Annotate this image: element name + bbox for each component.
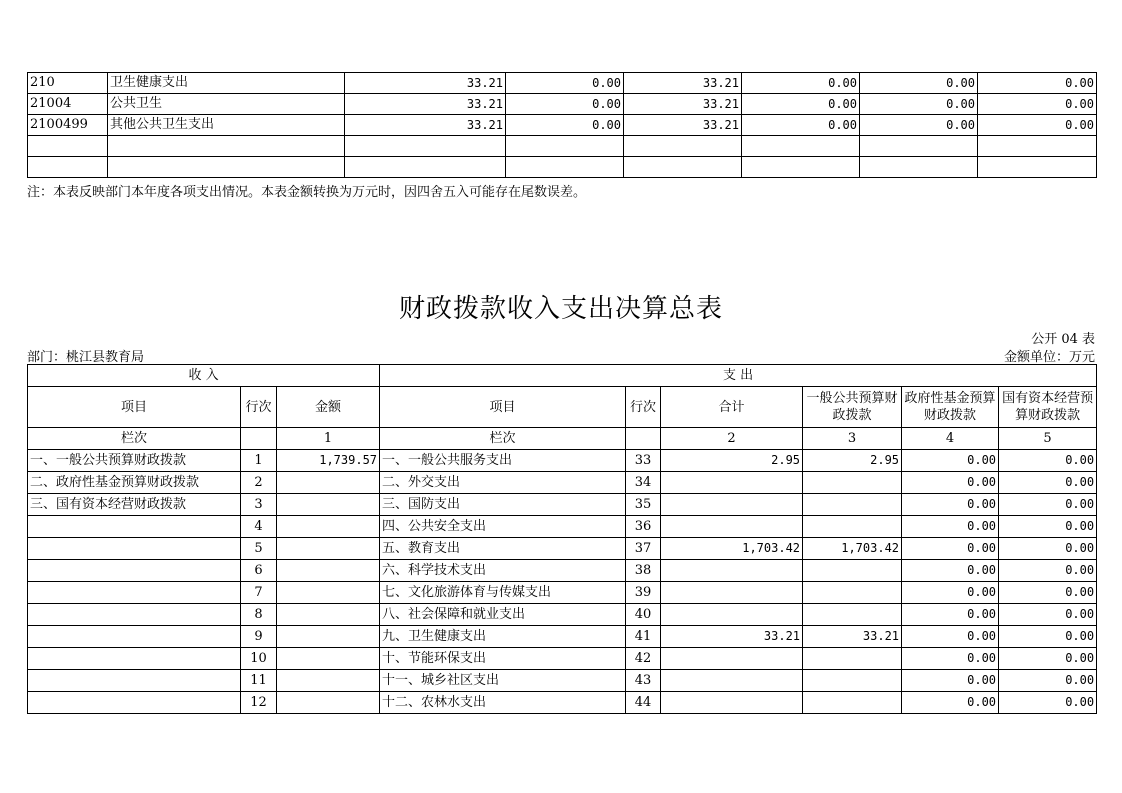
col-row-no: 行次 [241,387,277,428]
expense-item: 一、一般公共服务支出 [380,450,626,472]
account-name: 其他公共卫生支出 [108,115,345,136]
income-item: 二、政府性基金预算财政拨款 [28,472,241,494]
expense-total [661,494,803,516]
cell-value: 0.00 [978,115,1097,136]
col-index: 3 [803,428,902,450]
empty-row [28,136,1097,157]
expense-total [661,648,803,670]
state-capital-amount: 0.00 [999,648,1097,670]
header-row-columns [28,387,1097,428]
table-row [28,472,1097,494]
income-row-no: 10 [241,648,277,670]
income-amount [277,472,380,494]
col-index: 4 [902,428,999,450]
cell-value: 0.00 [978,94,1097,115]
gov-fund-amount: 0.00 [902,670,999,692]
cell-value: 33.21 [624,94,742,115]
account-name: 卫生健康支出 [108,73,345,94]
cell-value: 0.00 [860,73,978,94]
table-row [28,73,1097,94]
state-capital-amount: 0.00 [999,604,1097,626]
col-total: 合计 [661,387,803,428]
expense-row-no: 42 [626,648,661,670]
gov-fund-amount: 0.00 [902,560,999,582]
expense-total: 33.21 [661,626,803,648]
cell-value: 0.00 [742,94,860,115]
expense-row-no: 40 [626,604,661,626]
department-label: 部门：桃江县教育局 [27,350,145,365]
general-budget-amount: 1,703.42 [803,538,902,560]
state-capital-amount: 0.00 [999,692,1097,714]
gov-fund-amount: 0.00 [902,516,999,538]
income-amount [277,670,380,692]
account-code: 21004 [28,94,108,115]
income-item [28,560,241,582]
state-capital-amount: 0.00 [999,494,1097,516]
expense-item: 八、社会保障和就业支出 [380,604,626,626]
expense-total [661,604,803,626]
table-row [28,560,1097,582]
state-capital-amount: 0.00 [999,626,1097,648]
cell-value: 33.21 [345,115,506,136]
expense-item: 六、科学技术支出 [380,560,626,582]
col-item: 项目 [28,387,241,428]
expense-total: 2.95 [661,450,803,472]
expense-item: 三、国防支出 [380,494,626,516]
cell-value: 0.00 [742,115,860,136]
cell-value: 33.21 [345,94,506,115]
income-amount [277,582,380,604]
col-index: 5 [999,428,1097,450]
income-amount [277,604,380,626]
expense-row-no: 35 [626,494,661,516]
income-amount [277,692,380,714]
income-amount [277,560,380,582]
income-row-no: 5 [241,538,277,560]
col-state-capital: 国有资本经营预算财政拨款 [999,387,1097,428]
expense-total [661,582,803,604]
table-row [28,450,1097,472]
cell-value: 0.00 [742,73,860,94]
general-budget-amount [803,494,902,516]
general-budget-amount: 33.21 [803,626,902,648]
cell-value: 0.00 [506,94,624,115]
state-capital-amount: 0.00 [999,450,1097,472]
income-amount [277,516,380,538]
income-row-no: 3 [241,494,277,516]
cell-value: 33.21 [624,73,742,94]
income-item [28,670,241,692]
expense-total [661,472,803,494]
general-budget-amount [803,516,902,538]
table-row [28,115,1097,136]
general-budget-amount [803,582,902,604]
expense-row-no: 33 [626,450,661,472]
general-budget-amount [803,560,902,582]
col-index: 1 [277,428,380,450]
expense-item: 十、节能环保支出 [380,648,626,670]
expense-item: 十一、城乡社区支出 [380,670,626,692]
expense-row-no: 43 [626,670,661,692]
expense-header: 支 出 [380,365,1097,387]
expense-total [661,516,803,538]
col-index-label: 栏次 [28,428,241,450]
expense-item: 七、文化旅游体育与传媒支出 [380,582,626,604]
gov-fund-amount: 0.00 [902,472,999,494]
unit-label: 金额单位：万元 [1003,350,1095,365]
expense-item: 五、教育支出 [380,538,626,560]
expense-total [661,670,803,692]
income-item [28,648,241,670]
expense-row-no: 36 [626,516,661,538]
col-general-budget: 一般公共预算财政拨款 [803,387,902,428]
income-row-no: 4 [241,516,277,538]
general-budget-amount: 2.95 [803,450,902,472]
income-header: 收 入 [28,365,380,387]
expense-item: 四、公共安全支出 [380,516,626,538]
expense-row-no: 38 [626,560,661,582]
budget-summary-table [27,364,1097,714]
table-row [28,516,1097,538]
account-code: 2100499 [28,115,108,136]
table-row [28,494,1097,516]
income-amount [277,648,380,670]
table-row [28,626,1097,648]
expense-row-no: 41 [626,626,661,648]
col-index: 2 [661,428,803,450]
expense-row-no: 44 [626,692,661,714]
expense-item: 九、卫生健康支出 [380,626,626,648]
income-amount [277,538,380,560]
table-row [28,670,1097,692]
income-row-no: 8 [241,604,277,626]
state-capital-amount: 0.00 [999,670,1097,692]
table-row [28,582,1097,604]
form-code: 公开 04 表 [1031,332,1095,347]
expense-total [661,692,803,714]
gov-fund-amount: 0.00 [902,582,999,604]
expense-row-no: 34 [626,472,661,494]
cell-value: 0.00 [506,73,624,94]
state-capital-amount: 0.00 [999,582,1097,604]
general-budget-amount [803,692,902,714]
income-row-no: 12 [241,692,277,714]
gov-fund-amount: 0.00 [902,626,999,648]
expense-item: 十二、农林水支出 [380,692,626,714]
table-note: 注：本表反映部门本年度各项支出情况。本表金额转换为万元时，因四舍五入可能存在尾数误差。 [27,185,587,200]
expense-row-no: 37 [626,538,661,560]
income-row-no: 9 [241,626,277,648]
header-row-group [28,365,1097,387]
expense-item: 二、外交支出 [380,472,626,494]
page-title: 财政拨款收入支出决算总表 [398,294,723,324]
state-capital-amount: 0.00 [999,472,1097,494]
income-item [28,538,241,560]
state-capital-amount: 0.00 [999,516,1097,538]
income-amount: 1,739.57 [277,450,380,472]
state-capital-amount: 0.00 [999,538,1097,560]
col-row-no-expense: 行次 [626,387,661,428]
income-row-no: 1 [241,450,277,472]
expense-detail-table [27,72,1097,178]
gov-fund-amount: 0.00 [902,538,999,560]
expense-row-no: 39 [626,582,661,604]
expense-total: 1,703.42 [661,538,803,560]
income-item [28,582,241,604]
cell-value: 33.21 [624,115,742,136]
general-budget-amount [803,604,902,626]
general-budget-amount [803,472,902,494]
gov-fund-amount: 0.00 [902,494,999,516]
income-item: 一、一般公共预算财政拨款 [28,450,241,472]
expense-total [661,560,803,582]
gov-fund-amount: 0.00 [902,648,999,670]
gov-fund-amount: 0.00 [902,450,999,472]
col-gov-fund: 政府性基金预算财政拨款 [902,387,999,428]
state-capital-amount: 0.00 [999,560,1097,582]
income-row-no: 2 [241,472,277,494]
income-item [28,516,241,538]
col-amount: 金额 [277,387,380,428]
income-item: 三、国有资本经营财政拨款 [28,494,241,516]
income-item [28,604,241,626]
cell-value: 0.00 [506,115,624,136]
col-index-label: 栏次 [380,428,626,450]
income-item [28,626,241,648]
account-code: 210 [28,73,108,94]
general-budget-amount [803,648,902,670]
cell-value: 0.00 [860,115,978,136]
col-item-expense: 项目 [380,387,626,428]
table-row [28,604,1097,626]
income-row-no: 6 [241,560,277,582]
table-row [28,648,1097,670]
general-budget-amount [803,670,902,692]
table-row [28,94,1097,115]
income-item [28,692,241,714]
income-amount [277,626,380,648]
cell-value: 0.00 [860,94,978,115]
empty-row [28,157,1097,178]
table-row [28,692,1097,714]
cell-value: 33.21 [345,73,506,94]
header-row-index [28,428,1097,450]
income-amount [277,494,380,516]
income-row-no: 11 [241,670,277,692]
gov-fund-amount: 0.00 [902,604,999,626]
account-name: 公共卫生 [108,94,345,115]
income-row-no: 7 [241,582,277,604]
table-row [28,538,1097,560]
gov-fund-amount: 0.00 [902,692,999,714]
cell-value: 0.00 [978,73,1097,94]
